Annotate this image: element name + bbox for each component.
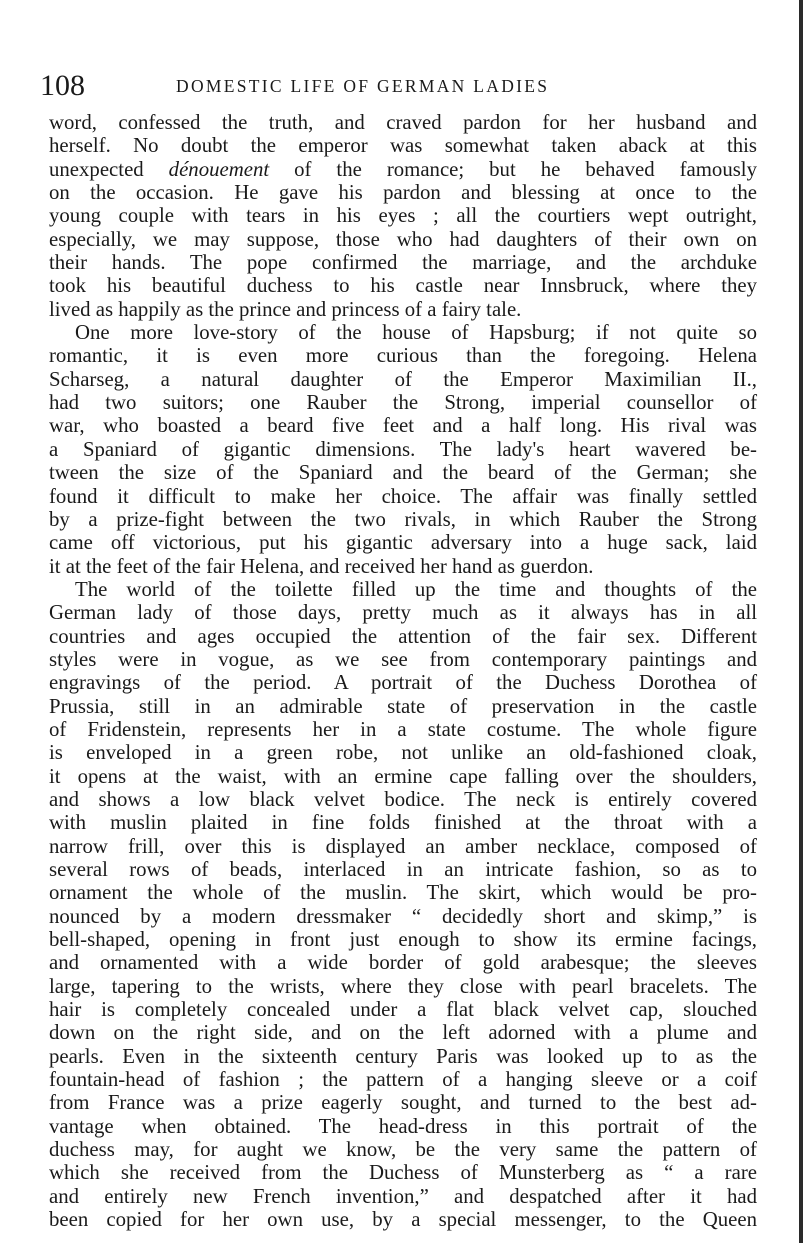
text-line: had two suitors; one Rauber the Strong, imperial counsellor of: [49, 391, 757, 415]
text-line: ornament the whole of the muslin. The skirt, which would be pro-: [49, 881, 757, 905]
text-line: countries and ages occupied the attention of the fair sex. Different: [49, 624, 757, 648]
text-line: styles were in vogue, as we see from contemporary paintings and: [49, 647, 757, 671]
text-line: word, confessed the truth, and craved pardon for her husband and: [49, 111, 757, 134]
text-segment: unexpected: [49, 157, 169, 181]
text-line: hair is completely concealed under a flat black velvet cap, slouched: [49, 998, 757, 1022]
text-line: it at the feet of the fair Helena, and received her hand as guerdon.: [49, 554, 594, 578]
text-line: with muslin plaited in fine folds finished at the throat with a: [49, 811, 757, 835]
text-line: of Fridenstein, represents her in a state costume. The whole figure: [49, 717, 757, 741]
text-line: vantage when obtained. The head-dress in this portrait of the: [49, 1114, 757, 1138]
text-line: tween the size of the Spaniard and the beard of the German; she: [49, 461, 757, 485]
text-line: One more love-story of the house of Hapsburg; if not quite so: [75, 321, 757, 345]
text-line: duchess may, for aught we know, be the very same the pattern of: [49, 1138, 757, 1162]
text-line: war, who boasted a beard five feet and a half long. His rival was: [49, 414, 757, 438]
text-line: several rows of beads, interlaced in an intricate fashion, so as to: [49, 858, 757, 881]
text-line: been copied for her own use, by a special messenger, to the Queen: [49, 1208, 757, 1232]
text-line: Prussia, still in an admirable state of preservation in the castle: [49, 694, 757, 718]
scan-edge-rule: [799, 0, 803, 1243]
text-line: especially, we may suppose, those who had daughters of their own on: [49, 227, 757, 251]
text-line: their hands. The pope confirmed the marriage, and the archduke: [49, 251, 757, 275]
text-line: bell-shaped, opening in front just enough to show its ermine facings,: [49, 928, 757, 952]
text-line: came off victorious, put his gigantic adversary into a huge sack, laid: [49, 531, 757, 555]
text-line: took his beautiful duchess to his castle near Innsbruck, where they: [49, 274, 757, 298]
text-line: romantic, it is even more curious than the foregoing. Helena: [49, 344, 757, 368]
text-line: pearls. Even in the sixteenth century Paris was looked up to as the: [49, 1044, 757, 1068]
italic-term: dénouement: [168, 157, 270, 181]
text-line: fountain-head of fashion ; the pattern of a hanging sleeve or a coif: [49, 1068, 757, 1092]
text-line: is enveloped in a green robe, not unlike an old-fashioned cloak,: [49, 741, 757, 765]
text-line: narrow frill, over this is displayed an amber necklace, composed of: [49, 834, 757, 858]
page-number: 108: [40, 69, 85, 102]
text-line: by a prize-fight between the two rivals, in which Rauber the Strong: [49, 507, 757, 531]
text-line: German lady of those days, pretty much as it always has in all: [49, 601, 757, 625]
text-line: down on the right side, and on the left adorned with a plume and: [49, 1021, 757, 1045]
text-line: [49, 158, 757, 181]
text-segment: of the romance; but he behaved famously: [269, 157, 757, 181]
text-line: and shows a low black velvet bodice. The neck is entirely covered: [49, 787, 757, 811]
text-line: lived as happily as the prince and princess of a fairy tale.: [49, 297, 522, 321]
page-header: [40, 68, 780, 104]
text-line: Scharseg, a natural daughter of the Emperor Maximilian II.,: [49, 367, 757, 391]
text-line: nounced by a modern dressmaker “ decidedly short and skimp,” is: [49, 904, 757, 928]
text-line: which she received from the Duchess of Munsterberg as “ a rare: [49, 1161, 757, 1185]
text-line: it opens at the waist, with an ermine cape falling over the shoulders,: [49, 764, 757, 788]
text-line: young couple with tears in his eyes ; all the courtiers wept outright,: [49, 204, 757, 228]
text-line: The world of the toilette filled up the time and thoughts of the: [75, 577, 757, 601]
text-line: a Spaniard of gigantic dimensions. The lady's heart wavered be-: [49, 437, 757, 461]
text-line: herself. No doubt the emperor was somewhat taken aback at this: [49, 134, 757, 158]
text-line: and ornamented with a wide border of gold arabesque; the sleeves: [49, 951, 757, 975]
text-line: engravings of the period. A portrait of the Duchess Dorothea of: [49, 671, 757, 695]
text-line: and entirely new French invention,” and despatched after it had: [49, 1184, 757, 1208]
text-line: large, tapering to the wrists, where they close with pearl bracelets. The: [49, 974, 757, 998]
body-text: [49, 111, 757, 1232]
running-title: DOMESTIC LIFE OF GERMAN LADIES: [176, 76, 550, 96]
text-line: on the occasion. He gave his pardon and blessing at once to the: [49, 181, 757, 205]
text-line: found it difficult to make her choice. The affair was finally settled: [49, 484, 757, 508]
text-line: from France was a prize eagerly sought, and turned to the best ad-: [49, 1091, 757, 1115]
